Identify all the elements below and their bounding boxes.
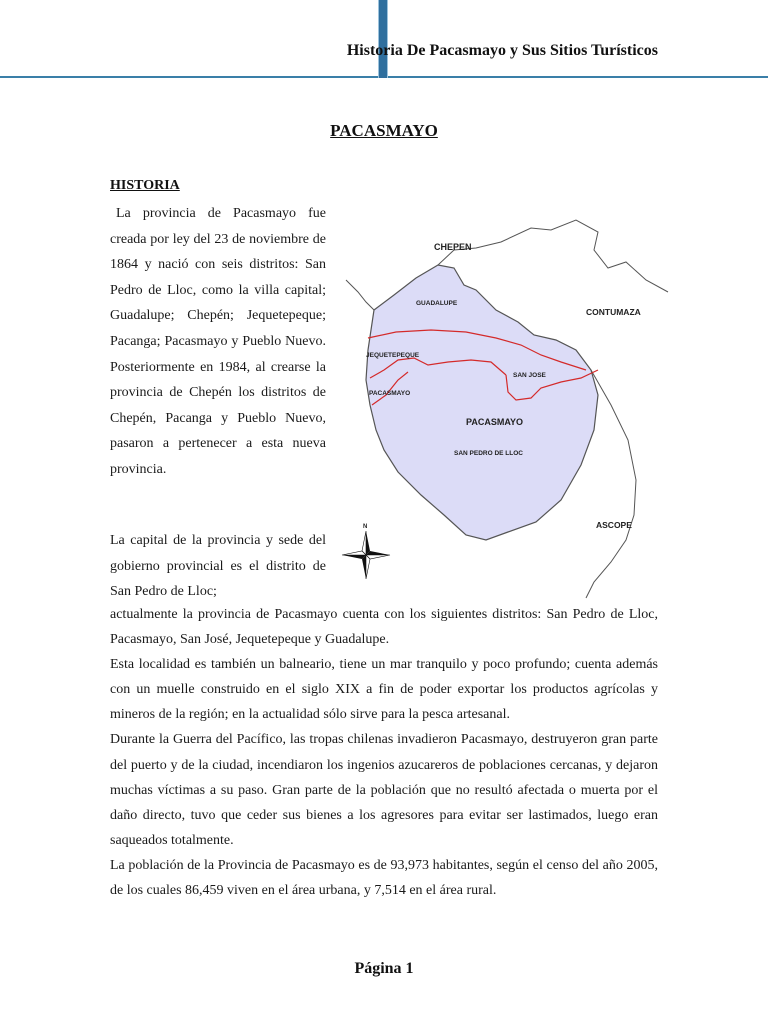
paragraph-capital-continued: actualmente la provincia de Pacasmayo cuenta con los siguientes distritos: San Pedro de Lloc, Pacasmayo, San José, Jequetepeque y Guadalupe.	[110, 607, 658, 648]
compass-north-label: N	[363, 524, 368, 530]
map-label-sanjose: SAN JOSE	[513, 372, 546, 379]
compass-rose-icon	[342, 524, 390, 579]
body-text-block	[110, 602, 658, 903]
map-label-guadalupe: GUADALUPE	[416, 300, 458, 307]
paragraph-poblacion: La población de la Provincia de Pacasmayo es de 93,973 habitantes, según el censo del año 2005, de los cuales 86,459 viven en el área urbana, y 7,514 en el área rural.	[110, 857, 658, 899]
paragraph-balneario: Esta localidad es también un balneario, tiene un mar tranquilo y poco profundo; cuenta además con un muelle construido en el siglo XIX a fin de poder exportar los productos agrícolas y mineros de la región; en la actualidad sólo sirve para la pesca artesanal.	[110, 657, 658, 723]
paragraph-guerra-pacifico: Durante la Guerra del Pacífico, las tropas chilenas invadieron Pacasmayo, destruyeron gran parte del puerto y de la ciudad, incendiaron los ingenios azucareros de poblaciones cercanas, y dejaron muchas víctimas a su paso. Gran parte de la población que no resultó afectada o muerta por el daño directo, tuvo que ceder sus bienes a los agresores para evitar ser lastimados, luego eran saqueados totalmente.	[110, 732, 658, 848]
map-label-jequetepeque: JEQUETEPEQUE	[366, 352, 420, 359]
map-label-chepen: CHEPEN	[434, 242, 472, 252]
section-heading-historia: HISTORIA	[110, 178, 180, 193]
page-title: PACASMAYO	[330, 121, 438, 140]
map-label-pacasmayo-district: PACASMAYO	[369, 390, 411, 397]
map-label-contumaza: CONTUMAZA	[586, 307, 641, 317]
map-label-ascope: ASCOPE	[596, 520, 632, 530]
page-number: Página 1	[354, 960, 414, 977]
page-header	[0, 0, 768, 90]
map-province-region	[366, 265, 598, 540]
map-label-pacasmayo-province: PACASMAYO	[466, 417, 524, 427]
paragraph-history-1: La provincia de Pacasmayo fue creada por ley del 23 de noviembre de 1864 y nació con seis distritos: San Pedro de Lloc, como la villa capital; Guadalupe; Chepén; Jequetepeque; Pacanga; Pacasmayo y Pueblo Nuevo. Posteriormente en 1984, al crearse la provincia de Chepén los distritos de Chepén, Pacanga y Pueblo Nuevo, pasaron a pertenecer a esta nueva provincia.	[110, 206, 326, 477]
map-border-chepen-contumaza	[438, 220, 668, 292]
map-border-north-coast	[346, 280, 376, 312]
paragraph-capital-column: La capital de la provincia y sede del gobierno provincial es el distrito de San Pedro de Lloc;	[110, 533, 326, 600]
header-tab-marker	[378, 0, 388, 78]
map-label-sanpedro: SAN PEDRO DE LLOC	[454, 450, 523, 457]
province-map	[336, 210, 676, 600]
header-title: Historia De Pacasmayo y Sus Sitios Turísticos	[346, 42, 658, 59]
